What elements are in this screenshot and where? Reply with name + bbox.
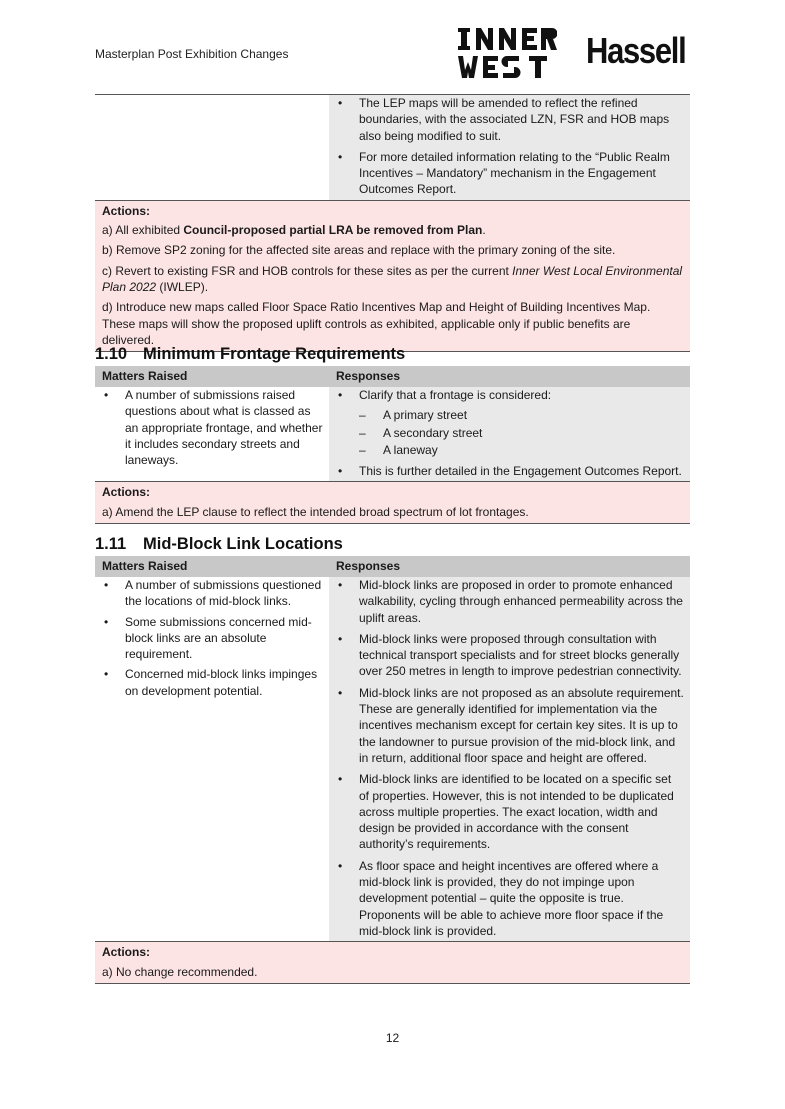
column-header-responses: Responses: [329, 556, 690, 577]
responses-cell: [329, 577, 690, 941]
action-item: a) No change recommended.: [102, 964, 258, 979]
action-item: [102, 222, 683, 238]
response-item: • The LEP maps will be amended to reflect the refined boundaries, with the associated LZN, FSR and HOB maps also being modified to suit.: [329, 95, 690, 144]
section-heading: [95, 345, 690, 364]
continuation-table: [95, 94, 690, 200]
actions-block: [95, 941, 690, 984]
inner-west-logo: [457, 26, 557, 80]
matters-responses-table: [95, 366, 690, 481]
action-text: a) All exhibited: [102, 223, 184, 238]
matter-item: • A number of submissions raised questions about what is classed as an appropriate frontage, and whether it includes secondary streets and laneways.: [95, 387, 329, 468]
action-text: c) Revert to existing FSR and HOB controls for these sites as per the current: [102, 263, 513, 278]
response-item: • As floor space and height incentives are offered where a mid-block link is provided, they do not impinge upon development potential – quite the opposite is true. Proponents will be able to achieve more floor space if the mid-block link is provided.: [329, 858, 690, 939]
responses-cell: [329, 95, 690, 200]
continuation-block: [95, 94, 690, 352]
response-text: Clarify that a frontage is considered:: [359, 388, 552, 402]
action-item: d) Introduce new maps called Floor Space Ratio Incentives Map and Height of Building Incentives Map. These maps will show the proposed uplift controls as exhibited, applicable only if public benefits are delivered.: [102, 300, 651, 347]
action-emphasis: Inner West Local Environmental Plan 2022: [102, 263, 683, 294]
document-title: Masterplan Post Exhibition Changes: [95, 47, 289, 61]
actions-title: Actions:: [102, 203, 150, 218]
actions-block: [95, 200, 690, 352]
column-header-matters: Matters Raised: [95, 366, 329, 387]
responses-cell: [329, 387, 690, 481]
matter-item: • A number of submissions questioned the locations of mid-block links.: [95, 577, 329, 610]
hassell-logo: Hassell: [586, 30, 686, 71]
section-heading: [95, 535, 690, 554]
actions-block: [95, 481, 690, 524]
section-1-11: [95, 535, 690, 984]
sub-item: – A primary street: [359, 407, 684, 423]
response-item: • Mid-block links are not proposed as an absolute requirement. These are generally identified for implementation via the incentives mechanism except for certain key sites. It is up to the landowner to pursue provision of the mid-block link, and in return, additional floor space and height are offered.: [329, 685, 690, 766]
section-title: Minimum Frontage Requirements: [143, 345, 406, 363]
response-item: [329, 387, 690, 458]
actions-title: Actions:: [102, 485, 150, 500]
section-title: Mid-Block Link Locations: [143, 535, 343, 553]
matter-item: • Some submissions concerned mid-block links are an absolute requirement.: [95, 614, 329, 663]
section-1-10: [95, 345, 690, 524]
action-item: a) Amend the LEP clause to reflect the intended broad spectrum of lot frontages.: [102, 504, 529, 519]
response-item: • Mid-block links were proposed through consultation with technical transport specialists and for street blocks generally over 250 metres in length to improve pedestrian connectivity.: [329, 631, 690, 680]
action-item: [102, 263, 683, 296]
action-item: b) Remove SP2 zoning for the affected site areas and replace with the primary zoning of the site.: [102, 243, 616, 258]
section-number: 1.11: [95, 535, 127, 553]
matters-cell: [95, 387, 329, 481]
action-text: .: [482, 223, 486, 238]
sub-item: – A secondary street: [359, 425, 684, 441]
page-number: 12: [385, 1031, 400, 1045]
column-header-responses: Responses: [329, 366, 690, 387]
section-number: 1.10: [95, 345, 128, 363]
matters-cell-empty: [95, 95, 329, 200]
response-item: • This is further detailed in the Engagement Outcomes Report.: [329, 463, 690, 479]
response-item: • Mid-block links are proposed in order to promote enhanced walkability, cycling through enhanced permeability across the uplift areas.: [329, 577, 690, 626]
sub-item: – A laneway: [359, 442, 684, 458]
response-item: • For more detailed information relating to the “Public Realm Incentives – Mandatory” mechanism in the Engagement Outcomes Report.: [329, 149, 690, 198]
actions-title: Actions:: [102, 945, 150, 960]
action-text: (IWLEP).: [156, 279, 209, 294]
sub-list: [359, 407, 684, 458]
matter-item: • Concerned mid-block links impinges on development potential.: [95, 666, 329, 699]
matters-cell: [95, 577, 329, 941]
matters-responses-table: [95, 556, 690, 941]
response-item: • Mid-block links are identified to be located on a specific set of properties. However, this is not intended to be duplicated across multiple properties. The exact location, width and design be provided in accordance with the consent authority’s requirements.: [329, 771, 690, 852]
action-emphasis: Council-proposed partial LRA be removed from Plan: [183, 223, 483, 238]
column-header-matters: Matters Raised: [95, 556, 329, 577]
